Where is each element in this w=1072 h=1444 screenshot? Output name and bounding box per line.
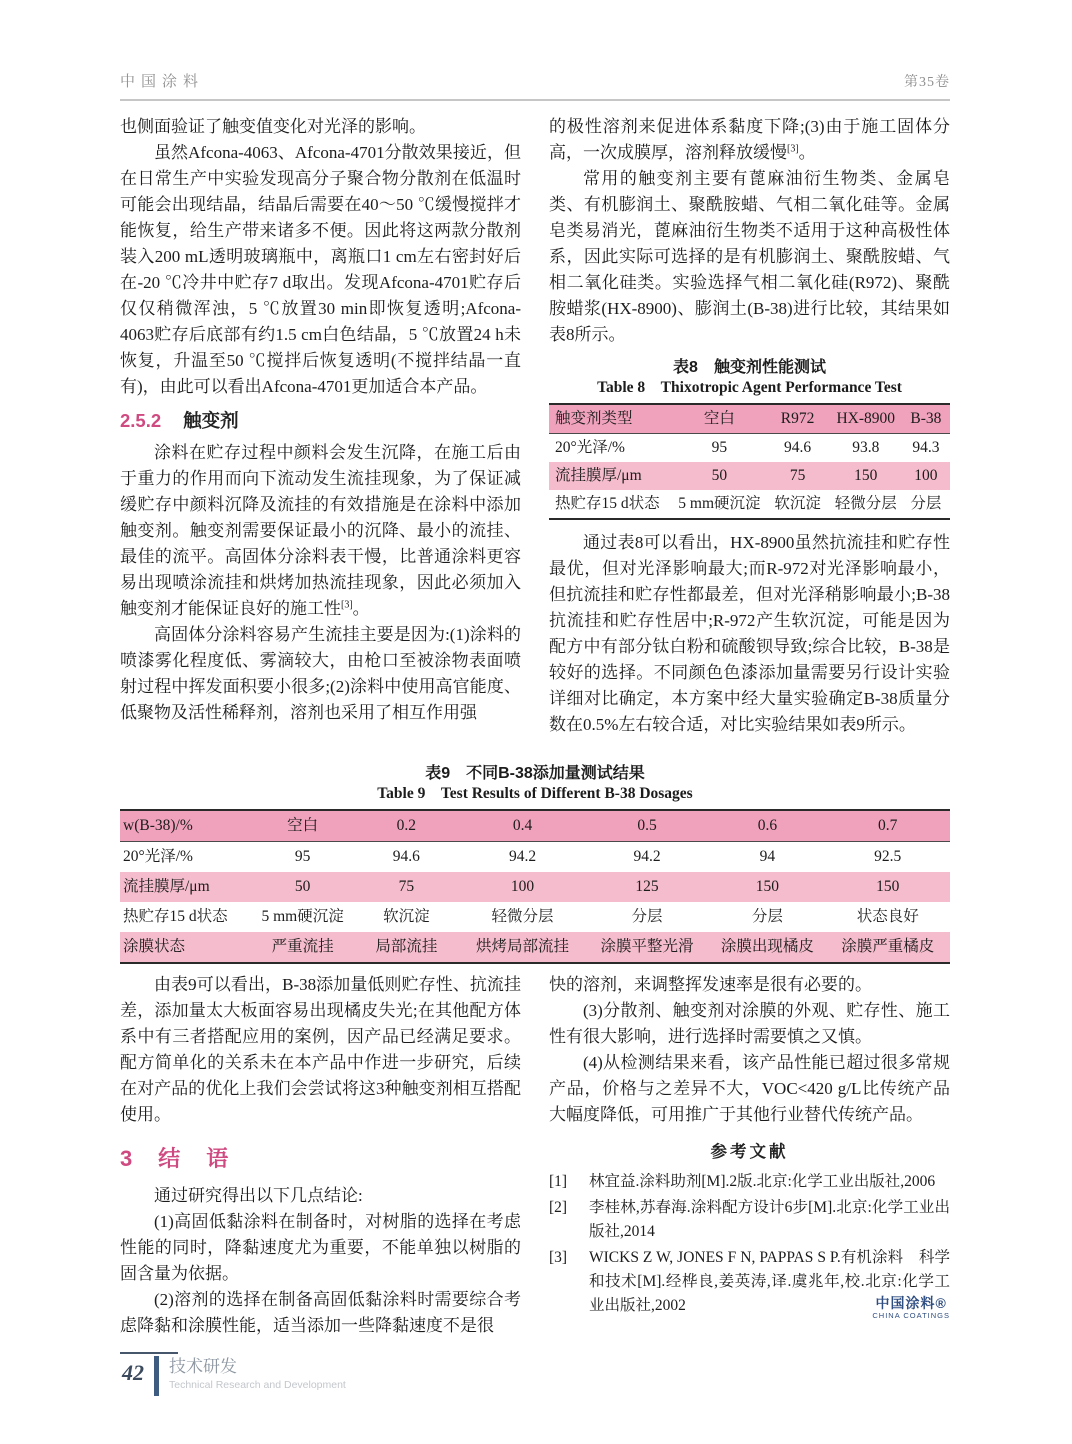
citation-superscript: [3] bbox=[787, 143, 799, 155]
table-cell: 涂膜严重橘皮 bbox=[825, 932, 950, 963]
reference-number: [1] bbox=[549, 1173, 568, 1190]
table9-block bbox=[120, 764, 950, 964]
logo-zh-text: 中国涂料® bbox=[875, 1295, 947, 1311]
table-cell: 95 bbox=[294, 848, 311, 865]
table-cell: 状态良好 bbox=[856, 908, 919, 925]
journal-title: 中国涂料 bbox=[120, 74, 205, 90]
table-cell: 5 mm硬沉淀 bbox=[261, 908, 344, 925]
subsection-number: 2.5.2 bbox=[120, 410, 162, 431]
table-cell: 热贮存15 d状态 bbox=[123, 908, 228, 925]
table-cell: 50 bbox=[253, 872, 353, 902]
table-cell: 150 bbox=[830, 462, 902, 490]
reference-item bbox=[549, 1196, 950, 1244]
left-column-lower bbox=[120, 972, 521, 1354]
paragraph: (3)分散剂、触变剂对涂膜的外观、贮存性、施工性有很大影响，进行选择时需要慎之又慎。 bbox=[549, 1001, 950, 1046]
china-coatings-logo bbox=[872, 1296, 950, 1321]
table-row bbox=[120, 902, 950, 932]
table-cell: 75 bbox=[352, 872, 460, 902]
table-cell: 涂膜出现橘皮 bbox=[709, 932, 825, 963]
paragraph: (2)溶剂的选择在制备高固低黏涂料时需要综合考虑降黏和涂膜性能，适当添加一些降黏速度不是很 bbox=[120, 1290, 521, 1335]
table-header-cell: HX-8900 bbox=[830, 404, 902, 434]
table-cell: 涂膜状态 bbox=[120, 932, 253, 963]
footer-divider-bar bbox=[154, 1356, 159, 1396]
table-cell: 150 bbox=[825, 872, 950, 902]
table-cell: 94.6 bbox=[392, 848, 420, 865]
table-cell: 流挂膜厚/μm bbox=[549, 462, 673, 490]
table-header-cell: 空白 bbox=[673, 404, 765, 434]
reference-text: WICKS Z W, JONES F N, PAPPAS S P.有机涂料 科学和技术[M].经桦良,姜英涛,译.虞兆年,校.北京:化学工业出版社,2002 bbox=[589, 1249, 950, 1314]
left-column-upper bbox=[120, 114, 521, 764]
paragraph-text: 的极性溶剂来促进体系黏度下降;(3)由于施工固体分高，一次成膜厚，溶剂释放缓慢 bbox=[549, 117, 950, 162]
section-heading-3: 3 结 语 bbox=[120, 1146, 231, 1171]
reference-text: 李桂林,苏春海.涂料配方设计6步[M].北京:化学工业出版社,2014 bbox=[589, 1199, 950, 1240]
table-cell: 分层 bbox=[910, 495, 942, 512]
citation-superscript: [3] bbox=[341, 599, 353, 611]
paragraph: 虽然Afcona-4063、Afcona-4701分散效果接近，但在日常生产中实验发现高分子聚合物分散剂在低温时可能会出现结晶，结晶后需要在40～50 ℃缓慢搅拌才能恢复，给生产带来诸多不便。因此将这两款分散剂装入200 mL透明玻璃瓶中，离瓶口1 cm左右密封好后在-20 ℃冷井中贮存7 d取出。发现Afcona-4701贮存后仅仅稍微浑浊，5 ℃放置30 min即恢复透明;Afcona-4063贮存后底部有约1.5 cm白色结晶，5 ℃放置24 h未恢复，升温至50 ℃搅拌后恢复透明(不搅拌结晶一直有)，由此可以看出Afcona-4701更加适合本产品。 bbox=[120, 143, 521, 396]
table-cell: 100 bbox=[460, 872, 585, 902]
paragraph: 也侧面验证了触变值变化对光泽的影响。 bbox=[120, 117, 426, 136]
table-cell: 局部流挂 bbox=[352, 932, 460, 963]
paragraph: 快的溶剂，来调整挥发速率是很有必要的。 bbox=[549, 975, 872, 994]
page-number: 42 bbox=[122, 1360, 144, 1385]
table-header-cell: B-38 bbox=[902, 404, 950, 434]
table-cell: 75 bbox=[766, 462, 830, 490]
paragraph-text: 涂料在贮存过程中颜料会发生沉降，在施工后由于重力的作用而向下流动发生流挂现象，为了保证减缓贮存中颜料沉降及流挂的有效措施是在涂料中添加触变剂。触变剂需要保证最小的沉降、最小的流挂、最佳的流平。高固体分涂料表干慢，比普通涂料更容易出现喷涂流挂和烘烤加热流挂现象，因此必须加入触变剂才能保证良好的施工性 bbox=[120, 443, 521, 618]
table-cell: 92.5 bbox=[874, 848, 902, 865]
table-cell: 分层 bbox=[751, 908, 783, 925]
table-row bbox=[549, 434, 950, 463]
paragraph: 常用的触变剂主要有蓖麻油衍生物类、金属皂类、有机膨润土、聚酰胺蜡、气相二氧化硅等。金属皂类易消光，蓖麻油衍生物类不适用于这种高极性体系，因此实际可选择的是有机膨润土、聚酰胺蜡、气相二氧化硅类。实验选择气相二氧化硅(R972)、聚酰胺蜡浆(HX-8900)、膨润土(B-38)进行比较，其结果如表8所示。 bbox=[549, 169, 950, 344]
table-cell: 5 mm硬沉淀 bbox=[678, 495, 761, 512]
paragraph bbox=[120, 440, 521, 622]
table-header-cell: w(B-38)/% bbox=[120, 810, 253, 842]
table-header-cell: 0.5 bbox=[585, 810, 710, 842]
subsection-heading-252 bbox=[120, 407, 521, 433]
footer-section-en: Technical Research and Development bbox=[169, 1379, 346, 1391]
reference-number: [3] bbox=[549, 1249, 568, 1266]
table-row bbox=[120, 932, 950, 963]
table-cell: 94.2 bbox=[508, 848, 537, 865]
table9-caption-en: Table 9 Test Results of Different B-38 Dosages bbox=[377, 785, 693, 802]
table-cell: 20°光泽/% bbox=[555, 439, 625, 456]
table-header-row bbox=[549, 404, 950, 434]
reference-text: 林宜益.涂料助剂[M].2版.北京:化学工业出版社,2006 bbox=[589, 1173, 936, 1190]
reference-number: [2] bbox=[549, 1199, 568, 1216]
table-header-cell: 0.6 bbox=[709, 810, 825, 842]
table-header-cell: 0.7 bbox=[825, 810, 950, 842]
logo-en-text: CHINA COATINGS bbox=[872, 1311, 950, 1320]
footer-section bbox=[169, 1356, 346, 1392]
page-footer bbox=[120, 1352, 346, 1396]
table-cell: 软沉淀 bbox=[774, 495, 821, 512]
paragraph-text: 。 bbox=[352, 599, 370, 618]
table-cell: 轻微分层 bbox=[491, 908, 554, 925]
table9-caption-zh: 表9 不同B-38添加量测试结果 bbox=[425, 765, 645, 782]
table-row bbox=[549, 462, 950, 490]
volume-label: 第35卷 bbox=[904, 75, 950, 90]
table-cell: 软沉淀 bbox=[383, 908, 430, 925]
table-cell: 热贮存15 d状态 bbox=[555, 495, 660, 512]
table-header-cell: 空白 bbox=[253, 810, 353, 842]
table-cell: 轻微分层 bbox=[834, 495, 897, 512]
table-cell: 涂膜平整光滑 bbox=[585, 932, 710, 963]
table-header-row bbox=[120, 810, 950, 842]
paragraph: 通过研究得出以下几点结论: bbox=[154, 1186, 363, 1205]
table-cell: 100 bbox=[902, 462, 950, 490]
table-cell: 93.8 bbox=[852, 439, 880, 456]
footer-rule bbox=[120, 1352, 178, 1354]
table8 bbox=[549, 403, 950, 520]
table-header-cell: 触变剂类型 bbox=[549, 404, 673, 434]
table-cell: 烘烤局部流挂 bbox=[460, 932, 585, 963]
right-column-upper bbox=[549, 114, 950, 764]
table-header-cell: R972 bbox=[766, 404, 830, 434]
table-row bbox=[120, 842, 950, 873]
table-cell: 125 bbox=[585, 872, 710, 902]
table8-caption-zh: 表8 触变剂性能测试 bbox=[673, 359, 826, 376]
table-row bbox=[549, 490, 950, 519]
table-row bbox=[120, 872, 950, 902]
paragraph-text: 。 bbox=[798, 143, 816, 162]
paragraph: (1)高固低黏涂料在制备时，对树脂的选择在考虑性能的同时，降黏速度尤为重要，不能单独以树脂的固含量为依据。 bbox=[120, 1212, 521, 1283]
paragraph: 通过表8可以看出，HX-8900虽然抗流挂和贮存性最优，但对光泽影响最大;而R-972对光泽影响最小，但抗流挂和贮存性都最差，但对光泽稍影响最小;B-38抗流挂和贮存性居中;R-972产生软沉淀，可能是因为配方中有部分钛白粉和硫酸钡导致;综合比较，B-38是较好的选择。不同颜色色漆添加量需要另行设计实验详细对比确定，本方案中经大量实验确定B-38质量分数在0.5%左右较合适，对比实验结果如表9所示。 bbox=[549, 533, 950, 734]
table-cell: 94.2 bbox=[633, 848, 661, 865]
page-header bbox=[120, 70, 950, 101]
lower-columns bbox=[120, 972, 950, 1354]
table-cell: 分层 bbox=[631, 908, 663, 925]
table8-caption-en: Table 8 Thixotropic Agent Performance Test bbox=[597, 379, 902, 396]
paragraph: 高固体分涂料容易产生流挂主要是因为:(1)涂料的喷漆雾化程度低、雾滴较大，由枪口至被涂物表面喷射过程中挥发面积要小很多;(2)涂料中使用高官能度、低聚物及活性稀释剂，溶剂也采用了相互作用强 bbox=[120, 625, 521, 722]
table-cell: 94 bbox=[759, 848, 776, 865]
table-cell: 94.3 bbox=[912, 439, 940, 456]
paragraph: (4)从检测结果来看，该产品性能已超过很多常规产品，价格与之差异不大，VOC<420 g/L比传统产品大幅度降低，可用推广于其他行业替代传统产品。 bbox=[549, 1053, 950, 1124]
table-cell: 流挂膜厚/μm bbox=[120, 872, 253, 902]
table-cell: 严重流挂 bbox=[253, 932, 353, 963]
references-title: 参考文献 bbox=[710, 1143, 789, 1161]
footer-section-zh: 技术研发 bbox=[169, 1357, 237, 1376]
table-header-cell: 0.2 bbox=[352, 810, 460, 842]
table-header-cell: 0.4 bbox=[460, 810, 585, 842]
subsection-title: 触变剂 bbox=[183, 410, 239, 431]
upper-columns bbox=[120, 114, 950, 764]
reference-item bbox=[549, 1170, 950, 1194]
table9 bbox=[120, 809, 950, 964]
table-cell: 94.6 bbox=[784, 439, 812, 456]
paragraph: 由表9可以看出，B-38添加量低则贮存性、抗流挂差，添加量太大板面容易出现橘皮失光;在其他配方体系中有三者搭配应用的案例，因产品已经满足要求。配方简单化的关系未在本产品中作进一步研究，后续在对产品的优化上我们会尝试将这3种触变剂相互搭配使用。 bbox=[120, 975, 521, 1124]
table-cell: 50 bbox=[673, 462, 765, 490]
table-cell: 95 bbox=[711, 439, 728, 456]
paragraph bbox=[549, 114, 950, 166]
table-cell: 20°光泽/% bbox=[123, 848, 193, 865]
table-cell: 150 bbox=[709, 872, 825, 902]
